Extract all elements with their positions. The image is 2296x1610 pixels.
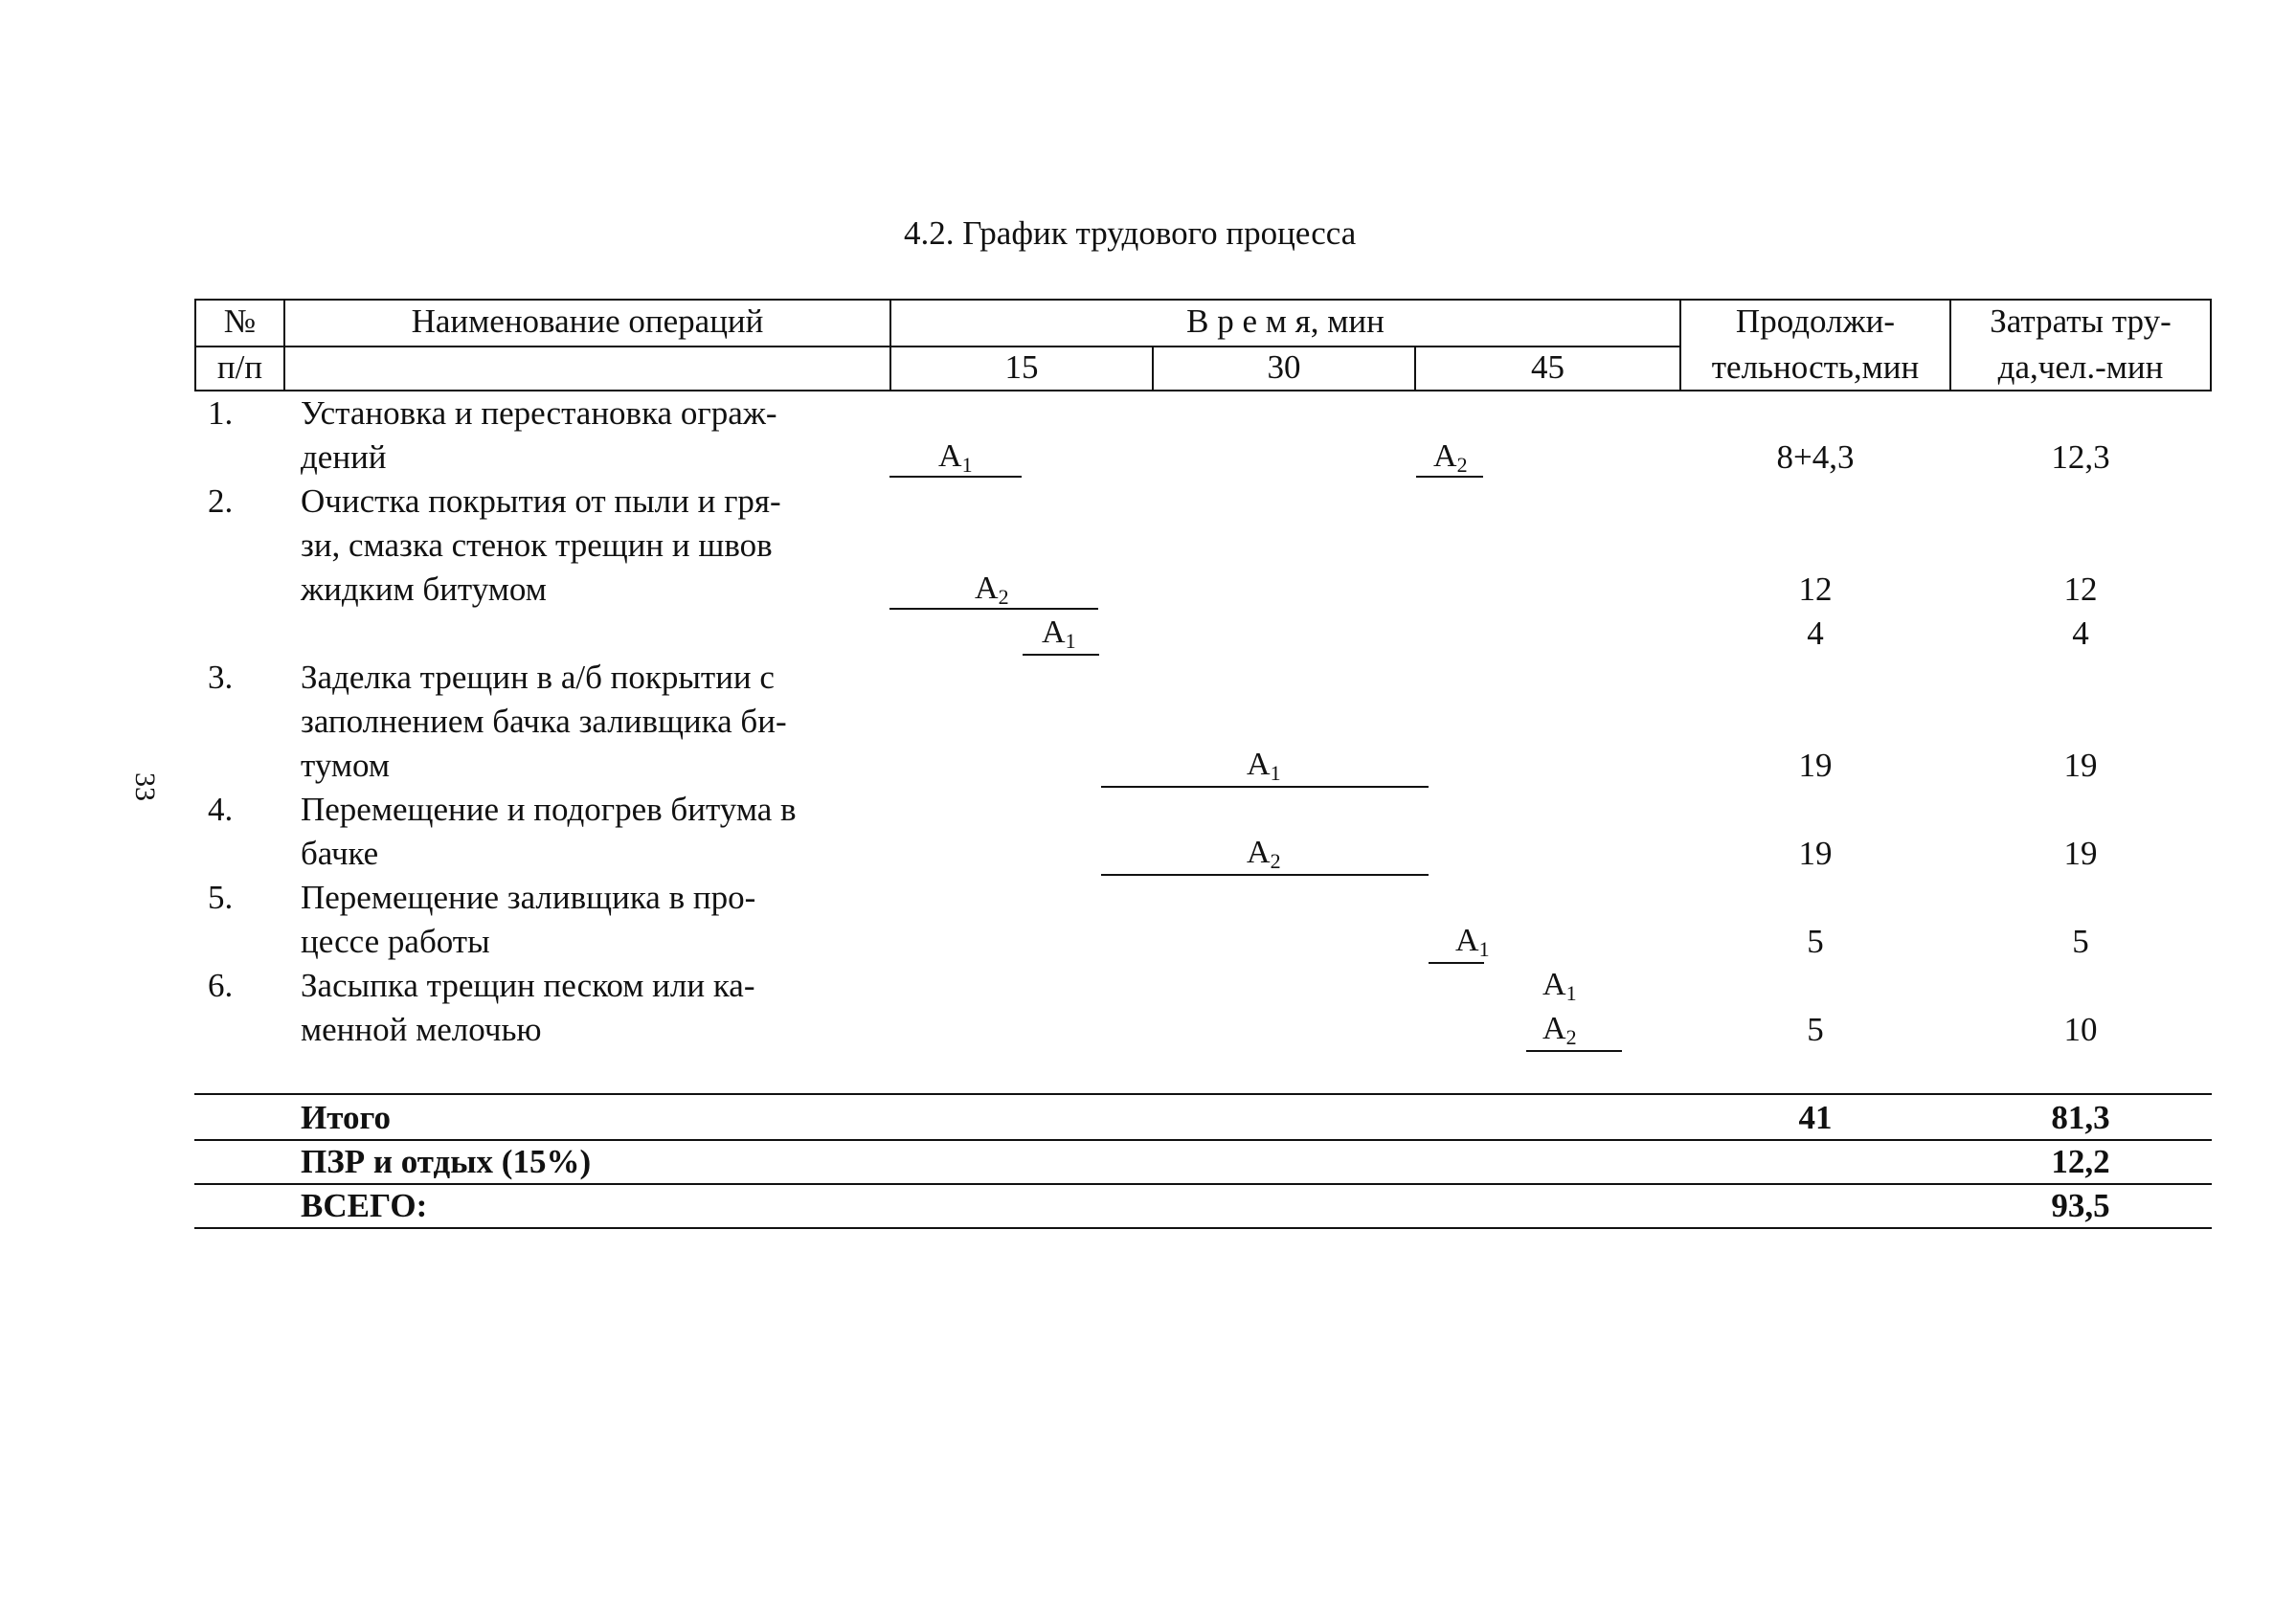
header-tick-45: 45 <box>1531 348 1564 386</box>
total-labor: 81,3 <box>2051 1099 2110 1136</box>
op-name-line: зи, смазка стенок трещин и швов <box>301 526 773 564</box>
op-name-line: менной мелочью <box>301 1011 542 1048</box>
header-operation-name: Наименование операций <box>411 302 764 340</box>
gantt-label: $A_2$ <box>975 570 1009 609</box>
header-duration-sub: тельность,мин <box>1711 348 1920 386</box>
op-number: 5. <box>208 879 234 916</box>
header-labor: Затраты тру- <box>1990 302 2172 340</box>
op-labor: 12,3 <box>2051 438 2110 476</box>
op-labor: 10 <box>2063 1011 2098 1048</box>
rest-labor: 12,2 <box>2051 1143 2110 1180</box>
op-duration: 4 <box>1807 615 1824 652</box>
op-name-line: дений <box>301 438 387 476</box>
total-label: Итого <box>301 1099 391 1136</box>
op-number: 4. <box>208 791 234 828</box>
op-labor: 5 <box>2072 923 2089 960</box>
op-name-line: Засыпка трещин песком или ка- <box>301 967 755 1004</box>
op-number: 6. <box>208 967 234 1004</box>
gantt-label: $A_1$ <box>1042 615 1076 653</box>
op-number: 3. <box>208 659 234 696</box>
op-name-line: Очистка покрытия от пыли и гря- <box>301 482 781 520</box>
op-labor: 12 <box>2063 570 2098 608</box>
gantt-label: $A_1$ <box>1542 967 1577 1005</box>
op-name-line: Установка и перестановка ограж- <box>301 394 777 432</box>
gantt-bar <box>1526 1050 1622 1052</box>
op-name-line: Перемещение и подогрев битума в <box>301 791 797 828</box>
gantt-label: $A_2$ <box>1542 1011 1577 1049</box>
header-duration: Продолжи- <box>1735 302 1896 340</box>
gantt-label: $A_1$ <box>1455 923 1490 961</box>
page-title: 4.2. График трудового процесса <box>904 214 1357 252</box>
op-name-line: заполнением бачка заливщика би- <box>301 703 787 740</box>
op-labor: 19 <box>2063 835 2098 872</box>
op-name-line: бачке <box>301 835 379 872</box>
grand-total-labor: 93,5 <box>2051 1187 2110 1224</box>
header-tick-30: 30 <box>1267 348 1301 386</box>
op-name-line: тумом <box>301 747 391 784</box>
op-name-line: жидким битумом <box>301 570 547 608</box>
op-name-line: Заделка трещин в а/б покрытии с <box>301 659 775 696</box>
grand-total-label: ВСЕГО: <box>301 1187 428 1224</box>
op-labor: 19 <box>2063 747 2098 784</box>
header-tick-15: 15 <box>1004 348 1039 386</box>
op-name-line: цессе работы <box>301 923 490 960</box>
gantt-label: $A_2$ <box>1433 438 1468 477</box>
gantt-label: $A_1$ <box>938 438 973 477</box>
header-no: № <box>223 302 257 340</box>
op-number: 1. <box>208 394 234 432</box>
gantt-bar <box>1101 786 1429 788</box>
op-duration: 19 <box>1798 835 1833 872</box>
op-number: 2. <box>208 482 234 520</box>
total-duration: 41 <box>1798 1099 1833 1136</box>
op-duration: 5 <box>1807 923 1824 960</box>
gantt-label: $A_1$ <box>1247 747 1281 785</box>
rest-label: ПЗР и отдых (15%) <box>301 1143 592 1180</box>
page-number: 33 <box>129 772 161 801</box>
gantt-bar <box>1023 654 1099 656</box>
header-time: В р е м я, мин <box>1186 302 1384 340</box>
gantt-bar <box>1101 874 1429 876</box>
header-labor-sub: да,чел.-мин <box>1997 348 2164 386</box>
op-labor: 4 <box>2072 615 2089 652</box>
gantt-bar <box>1429 962 1484 964</box>
op-duration: 8+4,3 <box>1776 438 1855 476</box>
gantt-label: $A_2$ <box>1247 835 1281 873</box>
op-name-line: Перемещение заливщика в про- <box>301 879 756 916</box>
header-no-sub: п/п <box>216 348 263 386</box>
op-duration: 5 <box>1807 1011 1824 1048</box>
op-duration: 19 <box>1798 747 1833 784</box>
op-duration: 12 <box>1798 570 1833 608</box>
